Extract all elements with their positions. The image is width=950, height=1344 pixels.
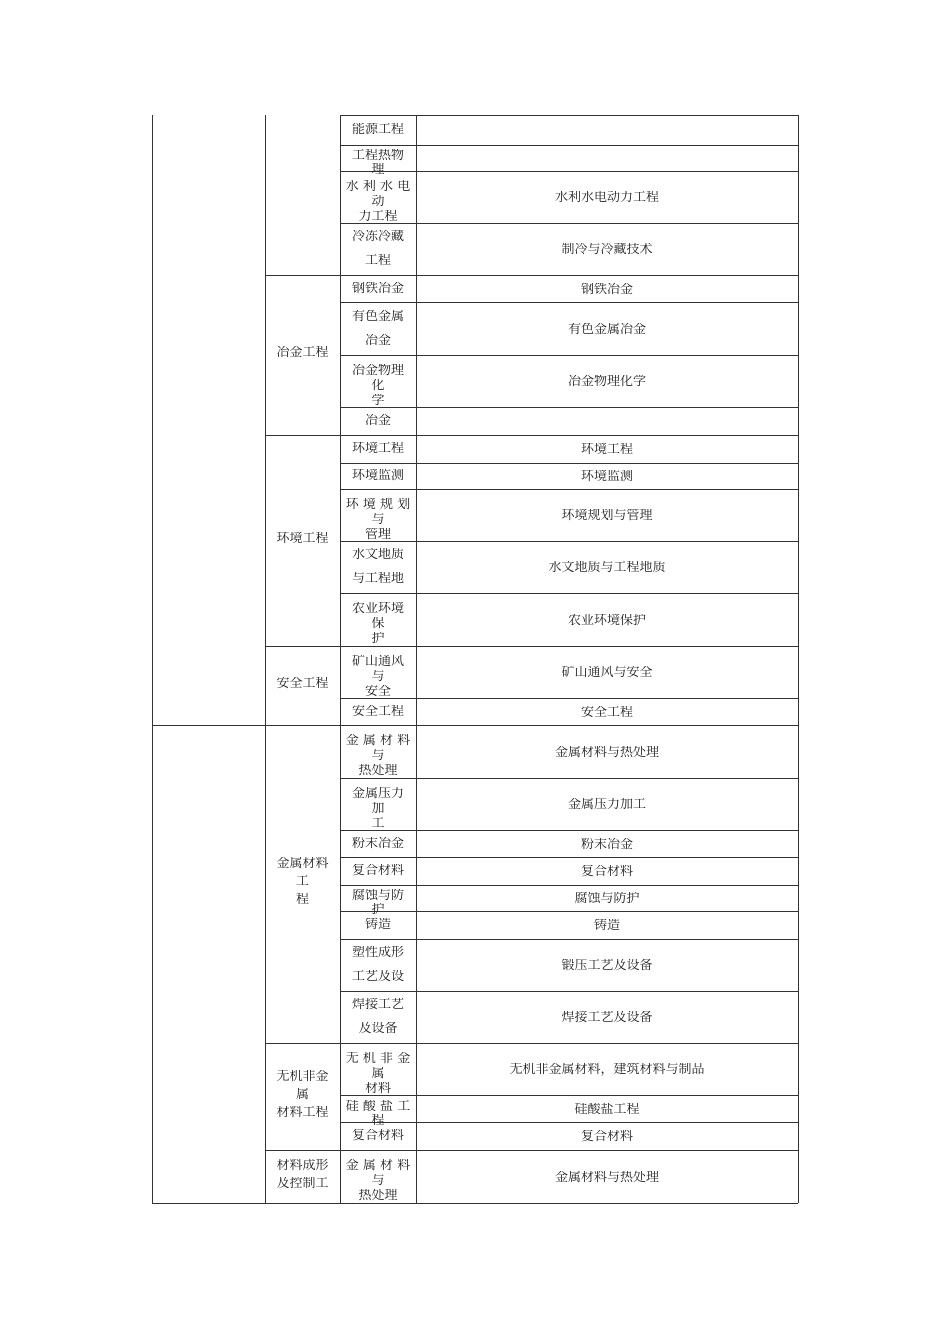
- discipline-name: 材料工程: [276, 1105, 329, 1120]
- major-name: 粉末冶金: [351, 836, 404, 851]
- major-name: 与: [371, 1174, 385, 1188]
- former-major-name: 金属压力加工: [567, 798, 646, 812]
- group-row-border: [265, 725, 798, 726]
- former-major-name: 粉末冶金: [580, 837, 633, 852]
- major-name: 与工程地: [351, 572, 404, 586]
- major-name: 农业环境: [351, 602, 404, 616]
- table-border-bottom: [152, 1203, 798, 1204]
- major-name: 热处理: [358, 764, 398, 778]
- major-name: 力工程: [358, 209, 398, 224]
- discipline-name: 冶金工程: [276, 346, 329, 360]
- group-row-border: [265, 275, 798, 276]
- former-major-name: 环境规划与管理: [561, 509, 653, 523]
- major-name: 安全: [364, 684, 391, 699]
- major-name: 钢铁冶金: [351, 281, 404, 296]
- major-name: 硅 酸 盐 工: [345, 1099, 411, 1114]
- former-major-name: 焊接工艺及设备: [561, 1011, 653, 1025]
- major-name: 能源工程: [351, 123, 404, 137]
- major-name: 水文地质: [351, 548, 404, 562]
- row-border: [340, 145, 798, 146]
- former-major-name: 冶金物理化学: [567, 375, 646, 389]
- major-name: 环 境 规 划: [345, 497, 411, 512]
- former-major-name: 水文地质与工程地质: [548, 561, 666, 575]
- row-border: [340, 355, 798, 356]
- major-name: 矿山通风: [351, 654, 404, 669]
- major-name: 及设备: [358, 1022, 398, 1036]
- major-name: 学: [371, 393, 385, 408]
- former-major-name: 无机非金属材料，建筑材料与制品: [509, 1063, 705, 1077]
- major-name: 环境工程: [351, 442, 404, 456]
- discipline-name: 属: [295, 1087, 309, 1102]
- discipline-name: 安全工程: [276, 676, 329, 691]
- row-border: [340, 778, 798, 779]
- former-major-name: 金属材料与热处理: [554, 1170, 659, 1185]
- major-name: 金属压力: [351, 786, 404, 801]
- discipline-name: 工: [295, 875, 309, 889]
- former-major-name: 复合材料: [580, 1130, 633, 1144]
- row-border: [340, 302, 798, 303]
- row-border-top: [340, 115, 798, 116]
- major-name: 加: [371, 801, 385, 816]
- former-major-name: 腐蚀与防护: [574, 892, 640, 906]
- major-name: 理: [371, 163, 385, 177]
- major-name: 管理: [364, 527, 391, 542]
- major-name: 工: [371, 816, 385, 831]
- major-name: 热处理: [358, 1189, 398, 1203]
- row-border: [340, 857, 798, 858]
- major-name: 塑性成形: [351, 946, 404, 960]
- column-border: [340, 115, 341, 1203]
- group-row-border: [265, 646, 798, 647]
- major-name: 金 属 材 料: [345, 1159, 411, 1173]
- discipline-name: 及控制工: [276, 1176, 329, 1191]
- major-name: 安全工程: [351, 704, 404, 719]
- former-major-name: 金属材料与热处理: [554, 745, 659, 760]
- major-name: 焊接工艺: [351, 998, 404, 1012]
- major-name: 冷冻冷藏: [351, 230, 404, 244]
- former-major-name: 安全工程: [580, 705, 633, 720]
- former-major-name: 农业环境保护: [567, 613, 646, 628]
- major-name: 金 属 材 料: [345, 734, 411, 748]
- former-major-name: 环境工程: [580, 443, 633, 457]
- former-major-name: 矿山通风与安全: [561, 666, 653, 680]
- former-major-name: 制冷与冷藏技术: [561, 243, 653, 257]
- column-border-right: [798, 115, 799, 1203]
- major-name: 无 机 非 金: [345, 1051, 411, 1066]
- group-row-border: [265, 1150, 798, 1151]
- group-row-border: [265, 435, 798, 436]
- row-border: [340, 489, 798, 490]
- major-name: 与: [371, 669, 385, 684]
- former-major-name: 钢铁冶金: [580, 282, 633, 297]
- former-major-name: 水利水电动力工程: [554, 191, 659, 205]
- discipline-name: 环境工程: [276, 531, 329, 546]
- column-border: [416, 115, 417, 1203]
- group-row-border: [265, 1043, 798, 1044]
- major-name: 冶金: [364, 333, 391, 348]
- former-major-name: 硅酸盐工程: [574, 1102, 640, 1117]
- former-major-name: 复合材料: [580, 865, 633, 879]
- major-name: 动: [371, 194, 385, 209]
- major-name: 保: [371, 617, 385, 631]
- major-name: 工艺及设: [351, 970, 404, 984]
- row-border: [340, 885, 798, 886]
- former-major-name: 锻压工艺及设备: [561, 959, 653, 973]
- major-name: 腐蚀与防: [351, 889, 404, 903]
- major-name: 护: [371, 632, 385, 646]
- column-border-left: [152, 115, 153, 1203]
- row-border: [340, 593, 798, 594]
- discipline-name: 材料成形: [276, 1158, 329, 1173]
- major-name: 护: [371, 903, 385, 917]
- former-major-name: 环境监测: [580, 470, 633, 484]
- column-border: [265, 115, 266, 1203]
- major-name: 材料: [364, 1081, 391, 1096]
- major-name: 工程: [364, 254, 391, 268]
- major-name: 复合材料: [351, 864, 404, 878]
- major-name: 程: [371, 1113, 385, 1128]
- major-name: 环境监测: [351, 469, 404, 483]
- row-border: [340, 463, 798, 464]
- major-name: 有色金属: [351, 309, 404, 324]
- major-name: 复合材料: [351, 1129, 404, 1143]
- row-border: [340, 991, 798, 992]
- major-name: 属: [371, 1066, 385, 1081]
- major-name: 与: [371, 512, 385, 527]
- major-name: 化: [371, 378, 385, 393]
- discipline-name: 无机非金: [276, 1069, 329, 1084]
- former-major-name: 铸造: [593, 919, 620, 933]
- major-name: 铸造: [364, 918, 391, 932]
- major-name: 冶金物理: [351, 363, 404, 378]
- major-name: 水 利 水 电: [345, 179, 411, 194]
- row-border: [340, 939, 798, 940]
- major-name: 工程热物: [351, 149, 404, 163]
- discipline-name: 程: [295, 893, 309, 907]
- major-name: 与: [371, 749, 385, 763]
- major-name: 冶金: [364, 414, 391, 428]
- former-major-name: 有色金属冶金: [567, 322, 646, 337]
- discipline-name: 金属材料: [276, 857, 329, 871]
